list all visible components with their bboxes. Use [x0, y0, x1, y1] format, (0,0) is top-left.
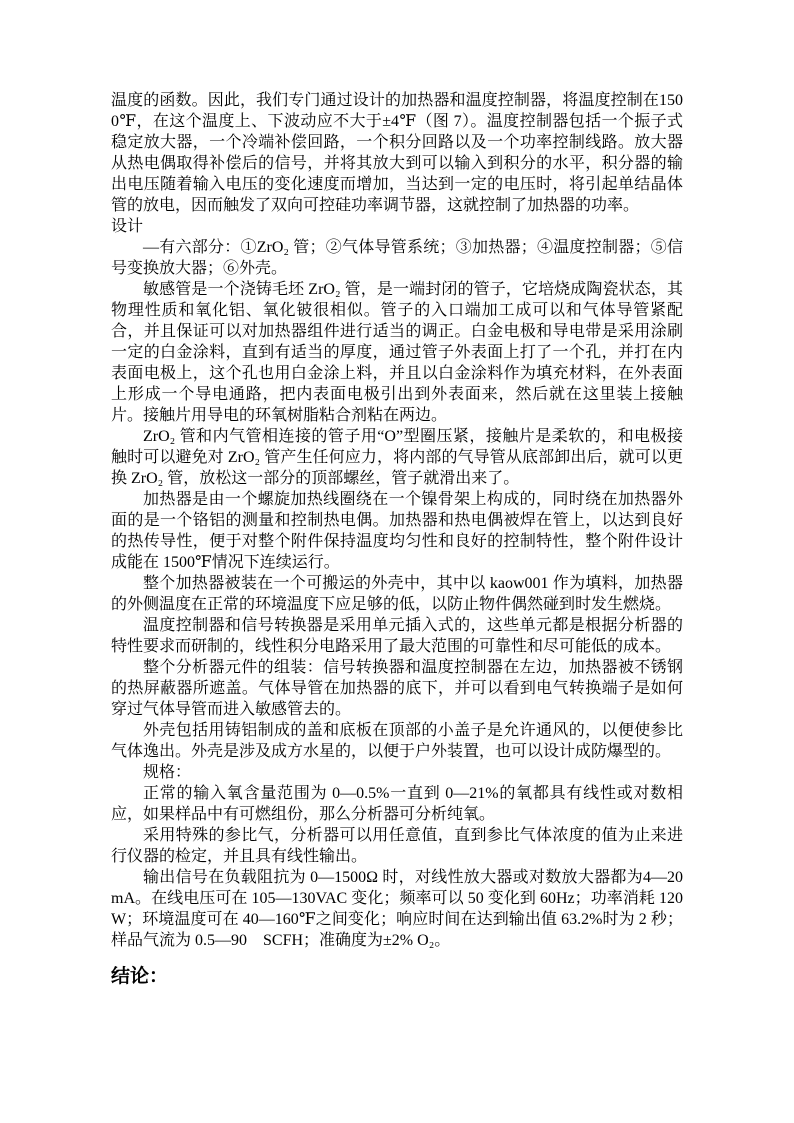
paragraph-reference-gas: 采用特殊的参比气，分析器可以用任意值，直到参比气体浓度的值为止来进行仪器的检定，并且具有线性输出。 — [111, 827, 683, 865]
label-specifications: 规格： — [143, 764, 192, 781]
paragraph-continuation: 温度的函数。因此，我们专门通过设计的加热器和温度控制器，将温度控制在1500℉，在这个温度上、下波动应不大于±4℉（图 7）。温度控制器包括一个振子式稳定放大器，一个冷端补偿回路，一个积分回路以及一个功率控制线路。放大器从热电偶取得补偿后的信号，并将其放大到可以输入到积分的水平，积分器的输出电压随着输入电压的变化速度而增加，当达到一定的电压时，将引起单结晶体管的放电，因而触发了双向可控硅功率调节器，这就控制了加热器的功率。 — [111, 92, 683, 214]
paragraph-sensor-tube: 敏感管是一个浇铸毛坯 ZrO₂ 管，是一端封闭的管子，它培烧成陶瓷状态，其物理性质和氧化铝、氧化铍很相似。管子的入口端加工成可以和气体导管紧配合，并且保证可以对加热器组件进行适当的调正。白金电极和导电带是采用涂刷一定的白金涂料，直到有适当的厚度，通过管子外表面上打了一个孔，并打在内表面电极上，这个孔也用白金涂上料，并且以白金涂料作为填充材料，在外表面上形成一个导电通路，把内表面电极引出到外表面来，然后就在这里装上接触片。接触片用导电的环氧树脂粘合剂粘在两边。 — [111, 281, 683, 424]
paragraph-housing: 外壳包括用铸铝制成的盖和底板在顶部的小盖子是允许通风的，以便使参比气体逸出。外壳是涉及成方水星的，以便于户外装置，也可以设计成防爆型的。 — [111, 722, 683, 760]
paragraph-heater-construction: 加热器是由一个螺旋加热线圈绕在一个镍骨架上构成的，同时绕在加热器外面的是一个铬铝的测量和控制热电偶。加热器和热电偶被焊在管上，以达到良好的热传导性，便于对整个附件保持温度均匀性和良好的控制特性，整个附件设计成能在 1500℉情况下连续运行。 — [111, 491, 683, 571]
paragraph-analyzer-assembly: 整个分析器元件的组装：信号转换器和温度控制器在左边，加热器被不锈钢的热屏蔽器所遮盖。气体导管在加热器的底下，并可以看到电气转换端子是如何穿过气体导管而进入敏感管去的。 — [111, 659, 683, 718]
paragraph-output-signal-specs: 输出信号在负载阻抗为 0—1500Ω 时，对线性放大器或对数放大器都为4—20mA。在线电压可在 105—130VAC 变化；频率可以 50 变化到 60Hz；功率消耗 120W；环境温度可在 40—160℉之间变化；响应时间在达到输出值 63.2%时为 2 秒；样品气流为 0.5—90 SCFH；准确度为±2% O₂。 — [111, 869, 683, 949]
paragraph-oxygen-range: 正常的输入氧含量范围为 0—0.5%一直到 0—21%的氧都具有线性或对数相应，如果样品中有可燃组份，那么分析器可分析纯氧。 — [111, 785, 683, 823]
paragraph-o-ring-connection: ZrO₂ 管和内气管相连接的管子用“O”型圈压紧，接触片是柔软的，和电极接触时可以避免对 ZrO₂ 管产生任何应力，将内部的气导管从底部卸出后，就可以更换 ZrO₂ 管，放松这一部分的顶部螺丝，管子就滑出来了。 — [111, 428, 683, 487]
heading-conclusion: 结论： — [111, 966, 169, 987]
paragraph-enclosure-filler: 整个加热器被装在一个可搬运的外壳中，其中以 kaow001 作为填料，加热器的外侧温度在正常的环境温度下应足够的低，以防止物件偶然碰到时发生燃烧。 — [111, 575, 683, 613]
heading-design: 设计 — [111, 218, 144, 235]
paragraph-components-list: —有六部分：①ZrO₂ 管；②气体导管系统；③加热器；④温度控制器；⑤信号变换放大器；⑥外壳。 — [111, 239, 683, 277]
paragraph-controller-units: 温度控制器和信号转换器是采用单元插入式的，这些单元都是根据分析器的特性要求而研制的，线性积分电路采用了最大范围的可靠性和尽可能低的成本。 — [111, 617, 683, 655]
text-body — [111, 90, 683, 951]
